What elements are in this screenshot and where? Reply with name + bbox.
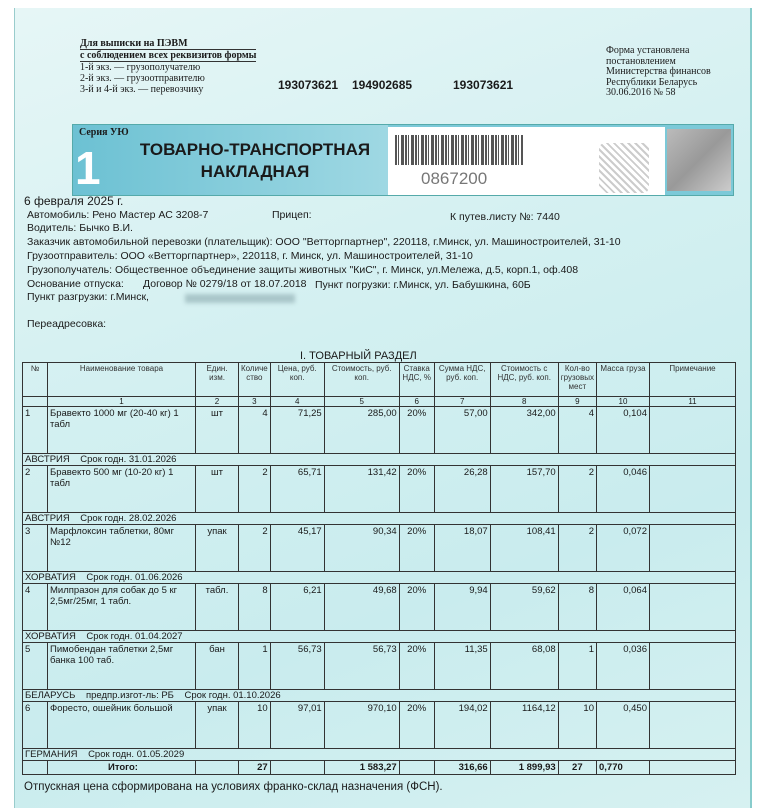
origin-info: ГЕРМАНИЯ Срок годн. 01.05.2029: [23, 749, 736, 761]
table-row: [23, 525, 736, 572]
cell-places: 10: [558, 702, 596, 749]
column-header: Примечание: [649, 363, 735, 397]
cell-name: Бравекто 500 мг (10-20 кг) 1 табл: [48, 466, 196, 513]
column-number: 1: [48, 397, 196, 407]
cell-total: 59,62: [490, 584, 558, 631]
cell-note: [649, 407, 735, 454]
total-with-vat: 1 899,93: [490, 761, 558, 775]
cell-cost: 970,10: [324, 702, 399, 749]
redirect: Переадресовка:: [27, 318, 107, 330]
form-note-line: 30.06.2016 № 58: [606, 87, 676, 98]
cell-unit: упак: [196, 702, 239, 749]
security-mesh-icon: [599, 143, 649, 193]
cell-total: 108,41: [490, 525, 558, 572]
cell-places: 1: [558, 643, 596, 690]
unloading-point: Пункт разгрузки: г.Минск,: [27, 291, 149, 303]
column-number: 2: [196, 397, 239, 407]
hologram-icon: [667, 129, 731, 191]
form-note-line: Республики Беларусь: [606, 76, 698, 88]
cell-note: [649, 525, 735, 572]
cell-qty: 8: [239, 584, 271, 631]
cell-unit: упак: [196, 525, 239, 572]
cell-total: 1164,12: [490, 702, 558, 749]
cell-n: 5: [23, 643, 48, 690]
cell-mass: 0,046: [596, 466, 649, 513]
cell-price: 97,01: [270, 702, 324, 749]
form-note-line: Форма установлена: [606, 45, 690, 56]
shipper: Грузоотправитель: ООО «Ветторгпартнер», 220118, г. Минск, ул. Машиностроителей, 31-10: [27, 250, 473, 262]
totals-label: Итого:: [48, 761, 196, 775]
column-number: 7: [434, 397, 490, 407]
cell-rate: 20%: [399, 702, 434, 749]
cell-rate: 20%: [399, 525, 434, 572]
cell-unit: шт: [196, 407, 239, 454]
cell-n: 3: [23, 525, 48, 572]
table-row: [23, 466, 736, 513]
loading-point: Пункт погрузки: г.Минск, ул. Бабушкина, 60Б: [315, 279, 531, 291]
column-header: Количе ство: [239, 363, 271, 397]
origin-info: АВСТРИЯ Срок годн. 31.01.2026: [23, 454, 736, 466]
form-note-line: Министерства финансов: [606, 66, 711, 77]
cell-total: 342,00: [490, 407, 558, 454]
cell-rate: 20%: [399, 584, 434, 631]
column-header: Един. изм.: [196, 363, 239, 397]
cell-rate: 20%: [399, 643, 434, 690]
driver: Водитель: Бычко В.И.: [27, 222, 133, 234]
form-note-line: постановлением: [606, 55, 676, 67]
origin-row: [23, 690, 736, 702]
cell-price: 45,17: [270, 525, 324, 572]
origin-row: [23, 749, 736, 761]
column-header: №: [23, 363, 48, 397]
cell-vat: 18,07: [434, 525, 490, 572]
header-row: [23, 363, 736, 397]
table-row: [23, 584, 736, 631]
cell-name: Пимобендан таблетки 2,5мг банка 100 таб.: [48, 643, 196, 690]
table-row: [23, 407, 736, 454]
basis: Договор № 0279/18 от 18.07.2018: [143, 278, 307, 290]
cell-unit: бан: [196, 643, 239, 690]
unp-2: 194902685: [352, 78, 413, 92]
cell-rate: 20%: [399, 466, 434, 513]
origin-row: [23, 513, 736, 525]
column-number: 8: [490, 397, 558, 407]
cell-name: Милпразон для собак до 5 кг 2,5мг/25мг, 1 табл.: [48, 584, 196, 631]
cell-vat: 194,02: [434, 702, 490, 749]
column-header: Кол-во грузовых мест: [558, 363, 596, 397]
cell-price: 65,71: [270, 466, 324, 513]
cell-places: 8: [558, 584, 596, 631]
cell-cost: 49,68: [324, 584, 399, 631]
unp-3: 193073621: [453, 78, 514, 92]
origin-row: [23, 572, 736, 584]
vehicle: Автомобиль: Рено Мастер АС 3208-7: [27, 209, 209, 221]
consignee: Грузополучатель: Общественное объединение защиты животных "КиС", г. Минск, ул.Мележа, д.5, корп.1, оф.408: [27, 264, 579, 276]
cell-places: 2: [558, 525, 596, 572]
cell-name: Форесто, ошейник большой: [48, 702, 196, 749]
cell-vat: 26,28: [434, 466, 490, 513]
series-label: Серия УЮ: [79, 127, 129, 138]
instruction-line: Для выписки на ПЭВМ: [80, 38, 256, 50]
cell-cost: 56,73: [324, 643, 399, 690]
cell-places: 2: [558, 466, 596, 513]
cell-qty: 4: [239, 407, 271, 454]
barcode-icon: [395, 135, 523, 165]
cell-mass: 0,072: [596, 525, 649, 572]
cell-note: [649, 702, 735, 749]
cell-qty: 2: [239, 466, 271, 513]
origin-row: [23, 631, 736, 643]
origin-info: ХОРВАТИЯ Срок годн. 01.04.2027: [23, 631, 736, 643]
basis-label: Основание отпуска:: [27, 278, 124, 290]
column-number: 4: [270, 397, 324, 407]
cell-cost: 285,00: [324, 407, 399, 454]
origin-info: ХОРВАТИЯ Срок годн. 01.06.2026: [23, 572, 736, 584]
origin-info: БЕЛАРУСЬ предпр.изгот-ль: РБ Срок годн. 01.10.2026: [23, 690, 736, 702]
cell-mass: 0,064: [596, 584, 649, 631]
instruction-line: 1-й экз. — грузополучателю: [80, 62, 201, 73]
form-number: 0867200: [421, 169, 488, 188]
origin-row: [23, 454, 736, 466]
column-number: 10: [596, 397, 649, 407]
copy-instructions: [80, 38, 256, 95]
series-number: 1: [75, 142, 101, 194]
cell-price: 56,73: [270, 643, 324, 690]
column-number: 9: [558, 397, 596, 407]
column-header: Цена, руб. коп.: [270, 363, 324, 397]
column-number: 3: [239, 397, 271, 407]
origin-info: АВСТРИЯ Срок годн. 28.02.2026: [23, 513, 736, 525]
column-number: 5: [324, 397, 399, 407]
cell-name: Марфлоксин таблетки, 80мг №12: [48, 525, 196, 572]
cell-note: [649, 584, 735, 631]
cell-price: 6,21: [270, 584, 324, 631]
title-line: ТОВАРНО-ТРАНСПОРТНАЯ: [139, 140, 371, 159]
cell-unit: шт: [196, 466, 239, 513]
unp-1: 193073621: [278, 78, 339, 92]
cell-mass: 0,450: [596, 702, 649, 749]
trailer: Прицеп:: [272, 209, 312, 221]
cell-total: 157,70: [490, 466, 558, 513]
column-header: Масса груза: [596, 363, 649, 397]
instruction-line: с соблюдением всех реквизитов формы: [80, 50, 257, 61]
title-line: НАКЛАДНАЯ: [200, 162, 310, 181]
cell-cost: 90,34: [324, 525, 399, 572]
column-header: Наименование товара: [48, 363, 196, 397]
column-header: Стоимость с НДС, руб. коп.: [490, 363, 558, 397]
cell-n: 6: [23, 702, 48, 749]
cell-n: 2: [23, 466, 48, 513]
customer: Заказчик автомобильной перевозки (плательщик): ООО "Ветторгпартнер", 220118, г.Минск, ул. Машиностроителей, 31-10: [27, 236, 621, 248]
cell-qty: 1: [239, 643, 271, 690]
cell-mass: 0,036: [596, 643, 649, 690]
cell-name: Бравекто 1000 мг (20-40 кг) 1 табл: [48, 407, 196, 454]
cell-vat: 57,00: [434, 407, 490, 454]
column-number: [23, 397, 48, 407]
total-vat: 316,66: [434, 761, 490, 775]
cell-vat: 11,35: [434, 643, 490, 690]
column-header: Стоимость, руб. коп.: [324, 363, 399, 397]
form-approval-note: [606, 46, 711, 99]
waybill-number: К путев.листу №: 7440: [450, 211, 560, 223]
totals-row: [23, 761, 736, 775]
cell-total: 68,08: [490, 643, 558, 690]
total-places: 27: [558, 761, 596, 775]
goods-table: [22, 362, 736, 775]
column-number: 6: [399, 397, 434, 407]
table-row: [23, 702, 736, 749]
cell-qty: 10: [239, 702, 271, 749]
column-header: Сумма НДС, руб. коп.: [434, 363, 490, 397]
total-qty: 27: [239, 761, 271, 775]
redacted-address: [185, 294, 295, 303]
cell-price: 71,25: [270, 407, 324, 454]
document-title: [125, 139, 385, 183]
cell-n: 1: [23, 407, 48, 454]
cell-cost: 131,42: [324, 466, 399, 513]
section-title: I. ТОВАРНЫЙ РАЗДЕЛ: [300, 350, 417, 362]
table-row: [23, 643, 736, 690]
cell-qty: 2: [239, 525, 271, 572]
footer-note: Отпускная цена сформирована на условиях франко-склад назначения (ФСН).: [24, 781, 443, 793]
cell-places: 4: [558, 407, 596, 454]
instruction-line: 3-й и 4-й экз. — перевозчику: [80, 84, 204, 95]
cell-vat: 9,94: [434, 584, 490, 631]
column-number: 11: [649, 397, 735, 407]
cell-mass: 0,104: [596, 407, 649, 454]
total-cost: 1 583,27: [324, 761, 399, 775]
total-mass: 0,770: [596, 761, 649, 775]
cell-rate: 20%: [399, 407, 434, 454]
cell-note: [649, 466, 735, 513]
document-date: 6 февраля 2025 г.: [24, 194, 124, 208]
column-header: Ставка НДС, %: [399, 363, 434, 397]
title-banner: [72, 124, 734, 196]
column-number-row: [23, 397, 736, 407]
cell-n: 4: [23, 584, 48, 631]
cell-unit: табл.: [196, 584, 239, 631]
instruction-line: 2-й экз. — грузоотправителю: [80, 73, 205, 84]
cell-note: [649, 643, 735, 690]
